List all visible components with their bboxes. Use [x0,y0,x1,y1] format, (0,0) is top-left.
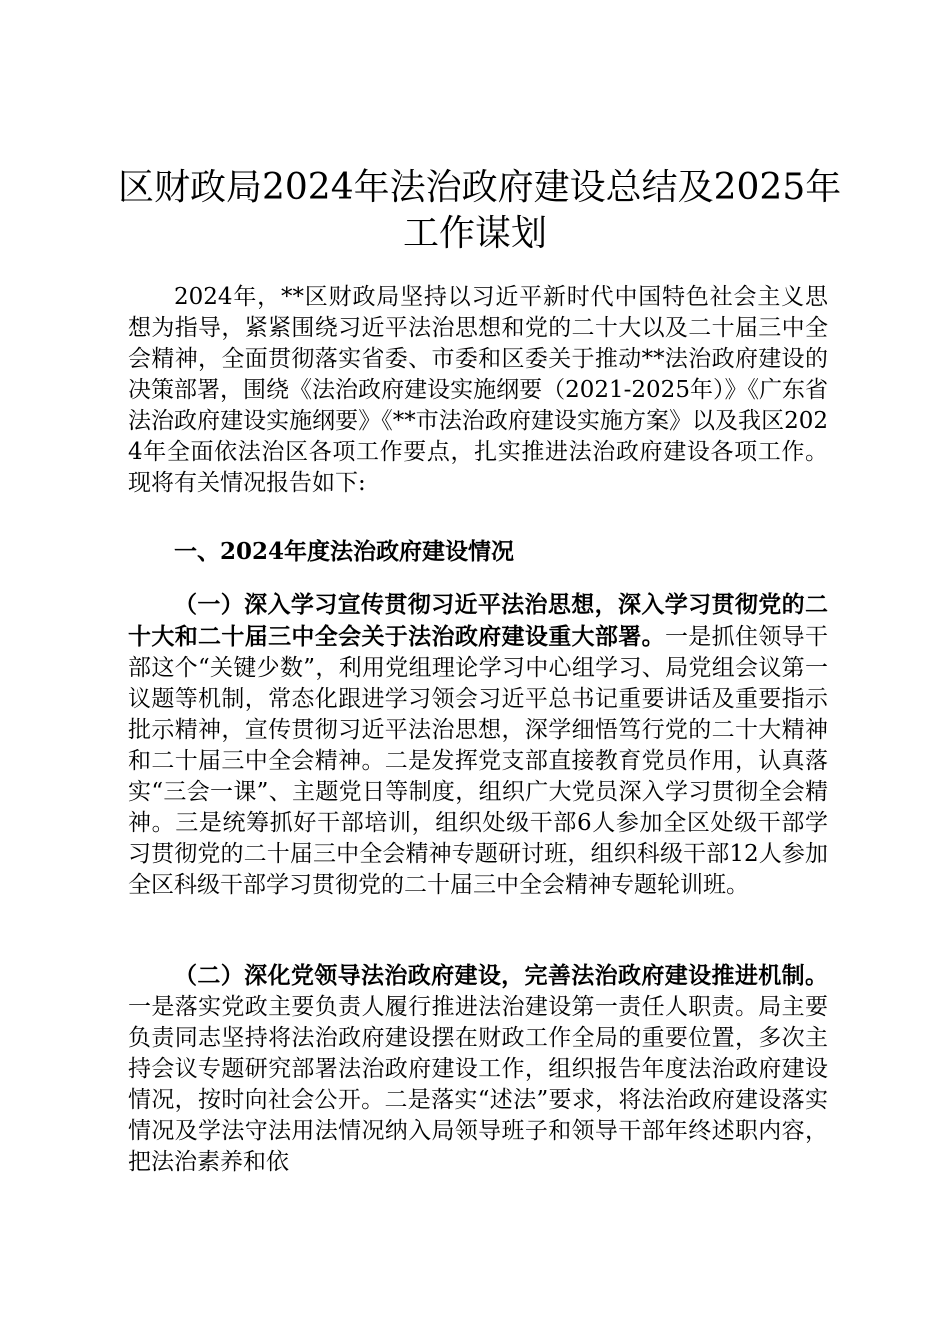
paragraph-2 [128,960,828,1178]
title-line-2: 工作谋划 [402,213,547,254]
intro-paragraph: 2024年，**区财政局坚持以习近平新时代中国特色社会主义思想为指导，紧紧围绕习近平法治思想和党的二十大以及二十届三中全会精神，全面贯彻落实省委、市委和区委关于推动**法治政府建设的决策部署，围绕《法治政府建设实施纲要（2021-2025年）》《广东省法治政府建设实施纲要》《**市法治政府建设实施方案》以及我区2024年全面依法治区各项工作要点，扎实推进法治政府建设各项工作。现将有关情况报告如下: [128,284,828,496]
section-heading-1: 一、2024年度法治政府建设情况 [174,538,515,565]
paragraph-2-body: 一是落实党政主要负责人履行推进法治建设第一责任人职责。局主要负责同志坚持将法治政府建设摆在财政工作全局的重要位置，多次主持会议专题研究部署法治政府建设工作，组织报告年度法治政府建设情况，按时向社会公开。二是落实“述法”要求，将法治政府建设落实情况及学法守法用法情况纳入局领导班子和领导干部年终述职内容，把法治素养和依 [128,994,828,1175]
paragraph-2-heading: （二）深化党领导法治政府建设，完善法治政府建设推进机制。 [174,962,828,989]
paragraph-1-body: 一是抓住领导干部这个“关键少数”，利用党组理论学习中心组学习、局党组会议第一议题等机制，常态化跟进学习领会习近平总书记重要讲话及重要指示批示精神，宣传贯彻习近平法治思想，深学细悟笃行党的二十大精神和二十届三中全会精神。二是发挥党支部直接教育党员作用，认真落实“三会一课”、主题党日等制度，组织广大党员深入学习贯彻全会精神。三是统筹抓好干部培训，组织处级干部6人参加全区处级干部学习贯彻党的二十届三中全会精神专题研讨班，组织科级干部12人参加全区科级干部学习贯彻党的二十届三中全会精神专题轮训班。 [128,624,829,898]
paragraph-1 [128,589,828,901]
title-line-1: 区财政局2024年法治政府建设总结及2025年 [118,167,842,208]
document-title [118,165,842,257]
paragraph-1-heading: （一）深入学习宣传贯彻习近平法治思想，深入学习贯彻党的二十大和二十届三中全会关于法治政府建设重大部署。 [128,591,828,650]
